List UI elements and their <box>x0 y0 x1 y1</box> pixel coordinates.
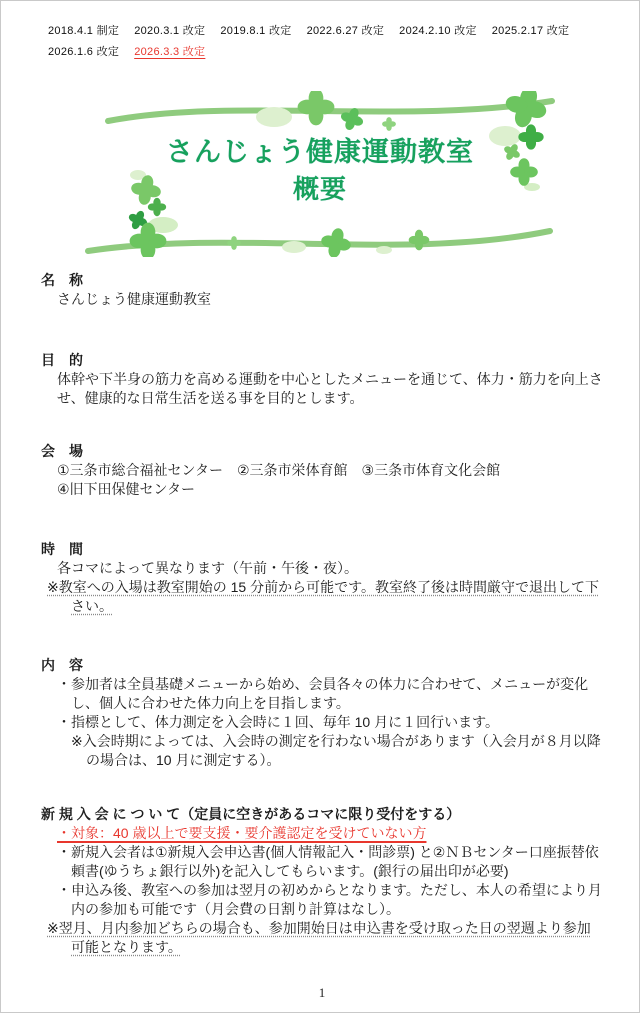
section-new-membership-bullet1: ・新規入会者は①新規入会申込書(個人情報記入・問診票) と②ＮＢセンター口座振替依頼書(ゆうちょ銀行以外)を記入してもらいます。(銀行の届出印が必要) <box>57 844 599 879</box>
document-body <box>1 271 639 1002</box>
revision-date: 2025.2.17 改定 <box>491 25 570 37</box>
title-banner <box>84 91 556 257</box>
page-title: さんじょう健康運動教室 <box>166 137 474 167</box>
section-venue-heading: 会 場 <box>41 443 83 459</box>
section-name <box>41 271 603 309</box>
page-subtitle: 概要 <box>292 174 347 204</box>
section-new-membership <box>41 805 603 957</box>
section-time-note: ※教室への入場は教室開始の 15 分前から可能です。教室終了後は時間厳守で退出して下さい。 <box>47 579 599 614</box>
section-purpose <box>41 351 603 408</box>
section-purpose-heading: 目 的 <box>41 352 83 368</box>
section-content-bullet2: ・指標として、体力測定を入会時に１回、毎年 10 月に１回行います。 <box>57 714 499 730</box>
section-new-membership-note: ※翌月、月内参加どちらの場合も、参加開始日は申込書を受け取った日の翌週より参加可能となります。 <box>47 920 591 955</box>
section-time-heading: 時 間 <box>41 541 83 557</box>
section-name-body: さんじょう健康運動教室 <box>57 291 211 307</box>
page-number: 1 <box>318 985 326 1000</box>
section-venue-line2: ④旧下田保健センター <box>57 481 195 497</box>
section-content-heading: 内 容 <box>41 657 83 673</box>
section-content <box>41 656 603 770</box>
section-new-membership-target: ・対象：40 歳以上で要支援・要介護認定を受けていない方 <box>57 825 427 841</box>
section-name-heading: 名 称 <box>41 272 83 288</box>
revision-date: 2022.6.27 改定 <box>306 25 385 37</box>
section-purpose-body: 体幹や下半身の筋力を高める運動を中心としたメニューを通じて、体力・筋力を向上させ、健康的な日常生活を送る事を目的とします。 <box>57 371 603 406</box>
revision-date: 2026.1.6 改定 <box>48 46 120 58</box>
section-venue-line1: ①三条市総合福祉センター ②三条市栄体育館 ③三条市体育文化会館 <box>57 462 501 478</box>
section-new-membership-bullet2: ・申込み後、教室への参加は翌月の初めからとなります。ただし、本人の希望により月内の参加も可能です（月会費の日割り計算はなし）。 <box>57 882 602 917</box>
section-time-line1: 各コマによって異なります（午前・午後・夜）。 <box>57 560 358 576</box>
revision-date: 2018.4.1 制定 <box>48 25 120 37</box>
revision-dates-row-2 <box>48 42 609 63</box>
revision-dates-row-1 <box>48 21 609 42</box>
revision-date-latest: 2026.3.3 改定 <box>134 46 206 58</box>
revision-date: 2019.8.1 改定 <box>220 25 292 37</box>
banner-title <box>84 135 556 209</box>
revision-date: 2020.3.1 改定 <box>134 25 206 37</box>
section-venue <box>41 442 603 499</box>
section-content-bullet1: ・参加者は全員基礎メニューから始め、会員各々の体力に合わせて、メニューが変化し、個人に合わせた体力向上を目指します。 <box>57 676 589 711</box>
section-time <box>41 540 603 616</box>
section-new-membership-heading: 新 規 入 会 に つ い て（定員に空きがあるコマに限り受付をする） <box>41 806 461 822</box>
revision-date: 2024.2.10 改定 <box>399 25 477 37</box>
section-content-note: ※入会時期によっては、入会時の測定を行わない場合があります（入会月が８月以降の場合は、10 月に測定する）。 <box>71 733 601 768</box>
revision-dates <box>1 1 639 63</box>
